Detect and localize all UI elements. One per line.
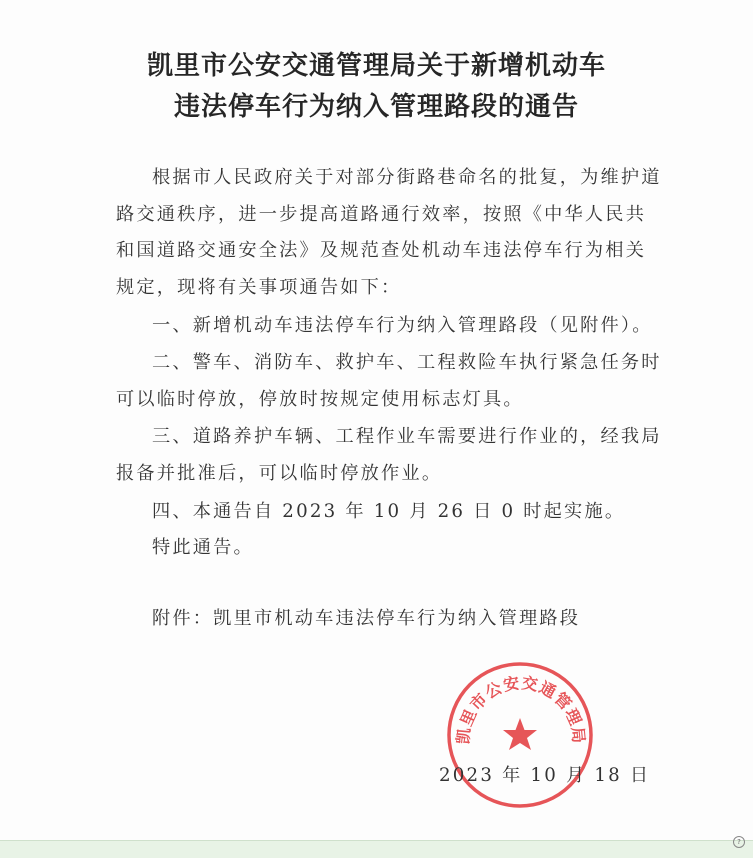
closing-line: 特此通告。 xyxy=(152,537,254,558)
document-title-line-1: 凯里市公安交通管理局关于新增机动车 xyxy=(146,51,606,81)
item-1-paragraph: 一、新增机动车违法停车行为纳入管理路段（见附件）。 xyxy=(152,315,653,336)
item-2-paragraph: 二、警车、消防车、救护车、工程救险车执行紧急任务时可以临时停放，停放时按规定使用标志灯具。 xyxy=(116,352,662,410)
item-4-line: 四、本通告自 2023 年 10 月 26 日 0 时起实施。 xyxy=(152,501,626,522)
attachment-line: 附件：凯里市机动车违法停车行为纳入管理路段 xyxy=(152,608,581,629)
intro-paragraph: 根据市人民政府关于对部分街路巷命名的批复，为维护道路交通秩序，进一步提高道路通行效率，按照《中华人民共和国道路交通安全法》及规范查处机动车违法停车行为相关规定，现将有关事项通告如下： xyxy=(116,167,662,298)
seal-star-icon xyxy=(503,718,537,750)
item-3-paragraph: 三、道路养护车辆、工程作业车需要进行作业的，经我局报备并批准后，可以临时停放作业。 xyxy=(116,426,662,484)
seal-text: 凯里市公安交通管理局 xyxy=(453,673,589,745)
info-icon[interactable]: ? xyxy=(733,836,745,848)
document-title-line-2: 违法停车行为纳入管理路段的通告 xyxy=(173,92,579,122)
official-seal xyxy=(445,660,595,810)
bottom-status-strip xyxy=(0,840,753,858)
date-line: 2023 年 10 月 18 日 xyxy=(439,765,651,786)
